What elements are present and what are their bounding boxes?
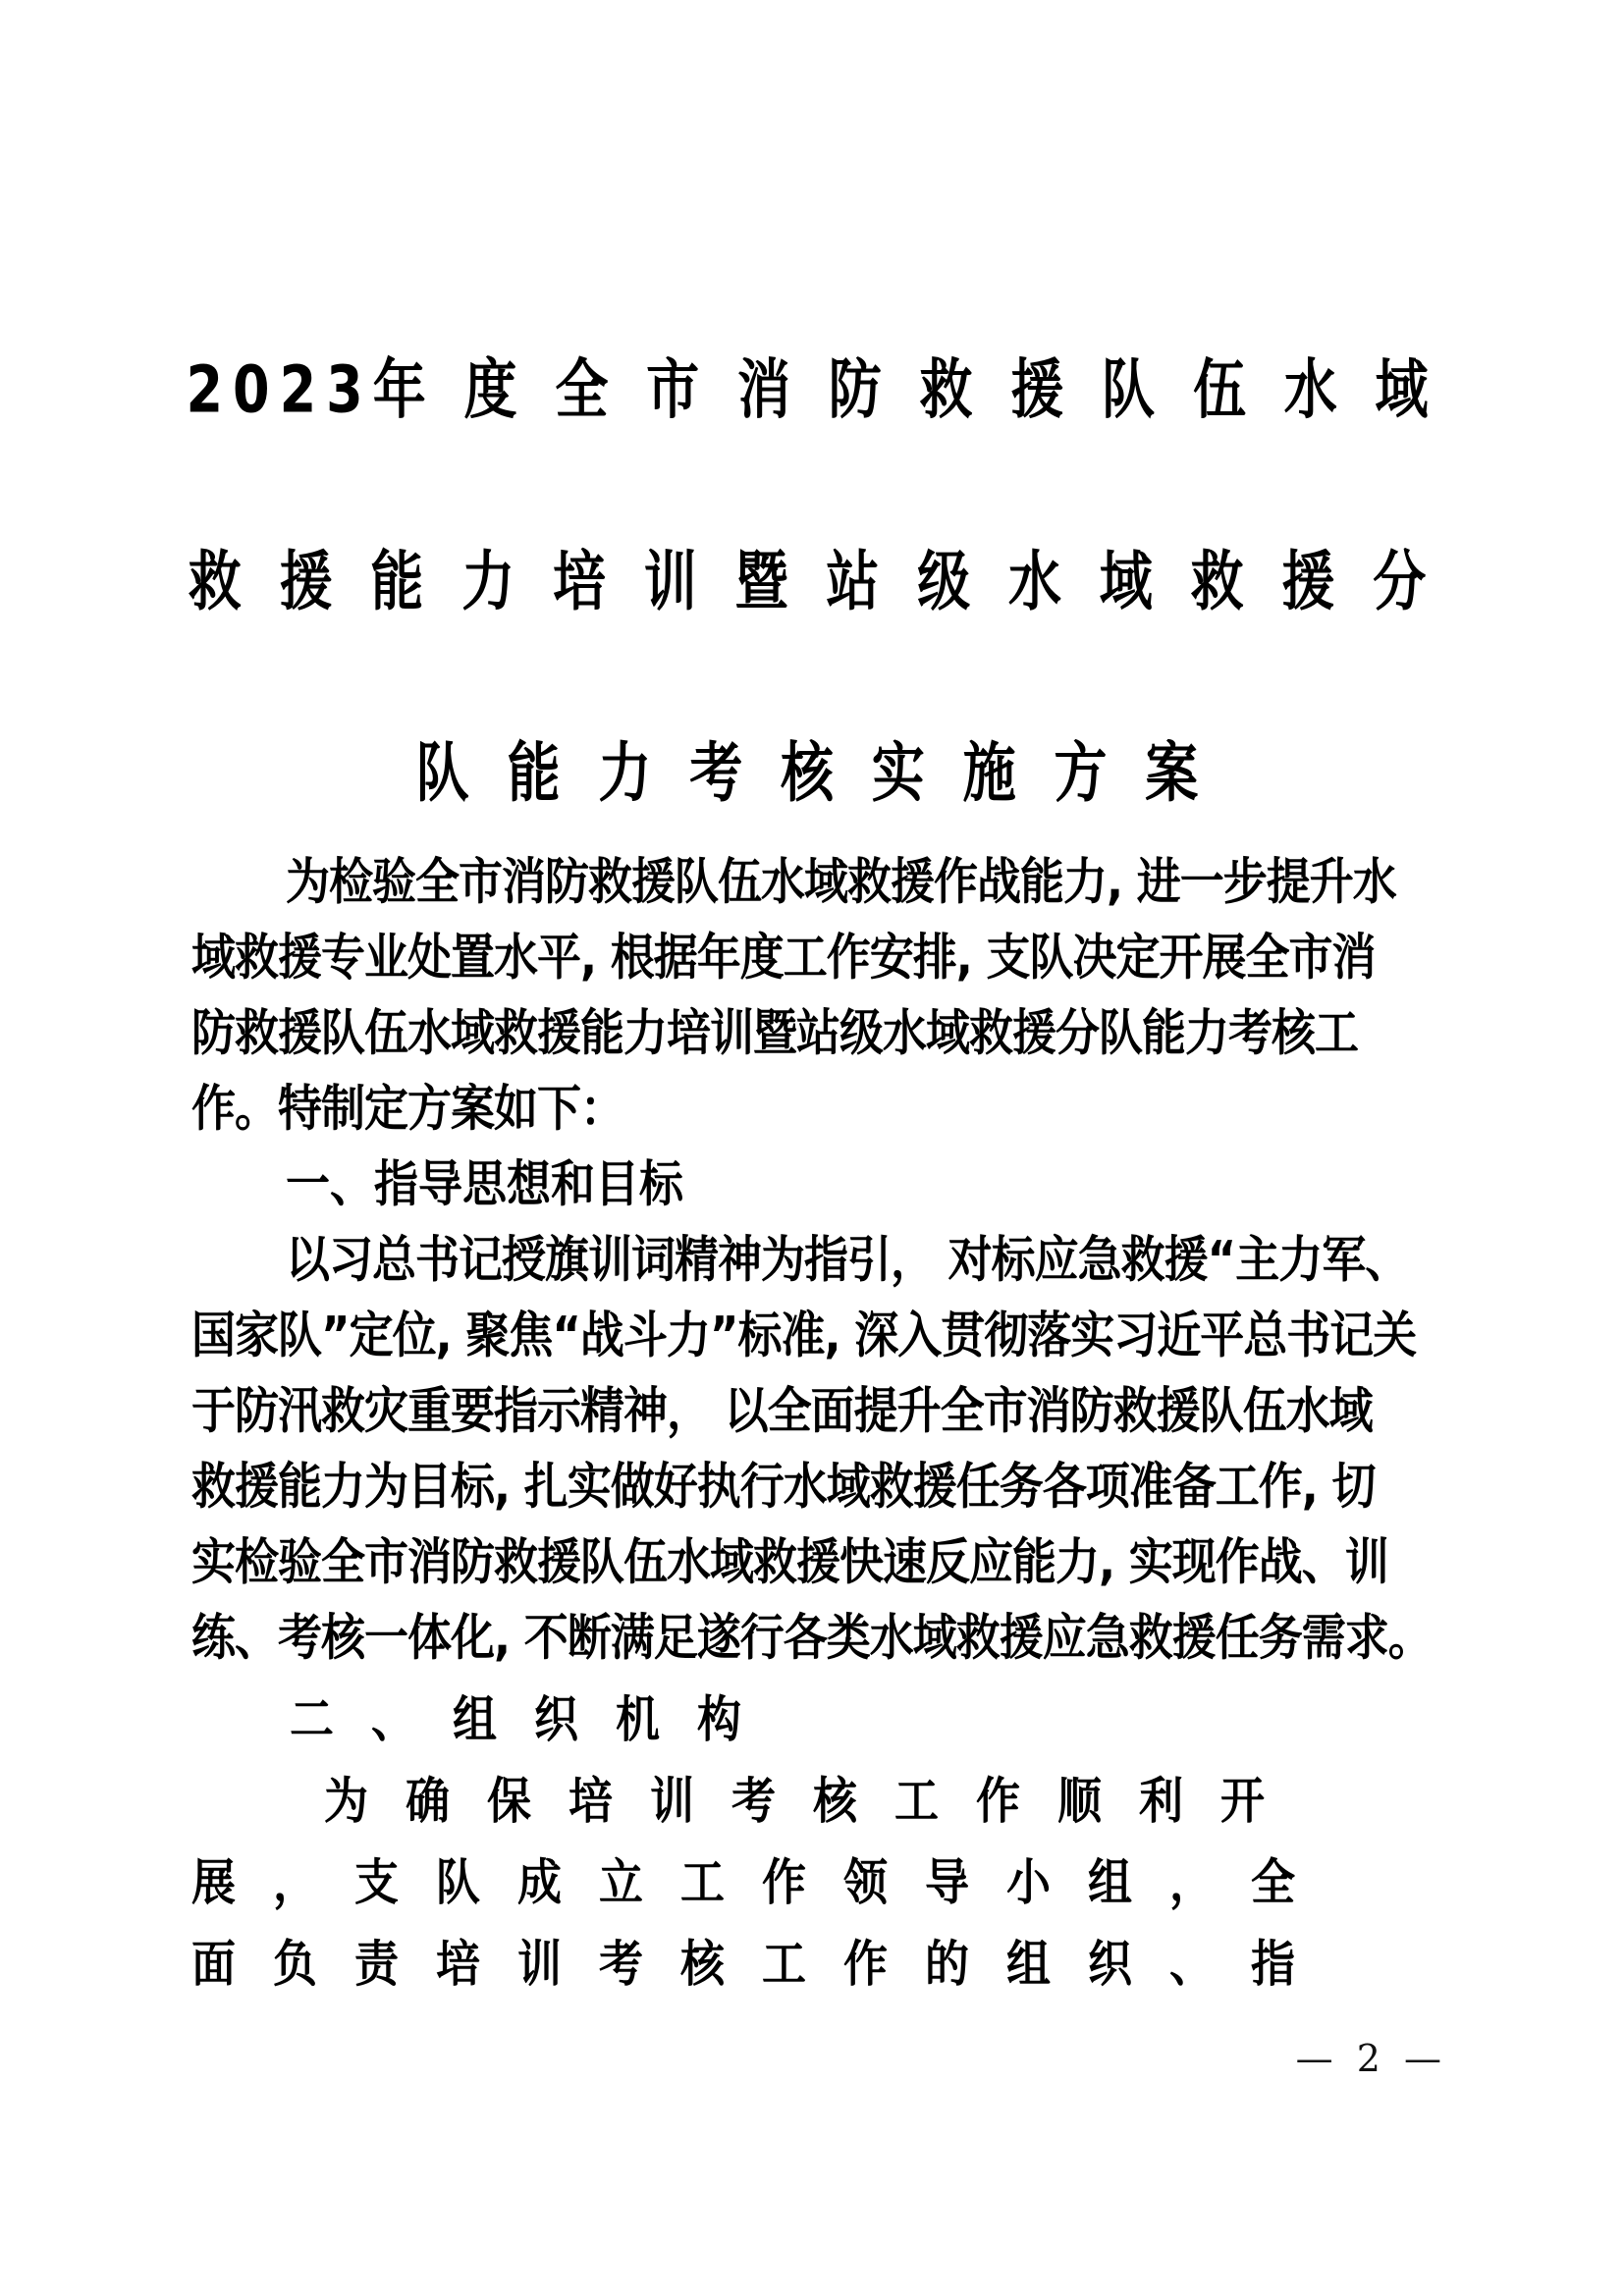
title-line-1: 2023年 度 全 市 消 防 救 援 队 伍 水 域: [186, 351, 1438, 428]
section-heading-text: 一、指导思想和目标: [286, 1154, 684, 1213]
paragraph-line: 域救援专业处置水平, 根据年度工作安排, 支队决定开展全市消: [191, 928, 1376, 987]
organization-line-3: 面负责培训考核工作的组织、指: [191, 1934, 1333, 1994]
organization-line-2: 展，支队成立工作领导小组，全: [191, 1852, 1333, 1912]
organization-section: [191, 1674, 1458, 2000]
title-line-3: 队 能 力 考 核 实 施 方 案: [415, 734, 1209, 811]
guiding-ideology-paragraph: [191, 1217, 1448, 1671]
intro-paragraph: [191, 839, 1448, 1142]
title-line-2: 救 援 能 力 培 训 暨 站 级 水 域 救 援 分: [188, 543, 1436, 619]
paragraph-line: 作。特制定方案如下：: [191, 1079, 624, 1138]
paragraph-line: 实检验全市消防救援队伍水域救援快速反应能力, 实现作战、训: [191, 1532, 1388, 1591]
document-body: [191, 839, 1448, 1671]
paragraph-line: 以习总书记授旗训词精神为指引， 对标应急救援“主力军、: [286, 1230, 1409, 1289]
section-heading-2: 二、组织机构: [290, 1689, 780, 1749]
paragraph-line: 救援能力为目标, 扎实做好执行水域救援任务各项准备工作, 切: [191, 1457, 1376, 1516]
section-heading-1: [191, 1142, 1448, 1217]
paragraph-line: 于防汛救灾重要指示精神， 以全面提升全市消防救援队伍水域: [191, 1381, 1373, 1440]
page-number-footer: — 2 —: [1295, 2037, 1447, 2080]
paragraph-line: 练、考核一体化, 不断满足遂行各类水域救援应急救援任务需求。: [191, 1608, 1432, 1667]
paragraph-line: 为检验全市消防救援队伍水域救援作战能力, 进一步提升水: [286, 852, 1396, 911]
paragraph-line: 国家队”定位, 聚焦“战斗力”标准, 深入贯彻落实习近平总书记关: [191, 1306, 1417, 1364]
paragraph-line: 防救援队伍水域救援能力培训暨站级水域救援分队能力考核工: [191, 1003, 1359, 1062]
organization-line-1: 为确保培训考核工作顺利开: [324, 1771, 1303, 1831]
page-title: [0, 294, 1624, 870]
